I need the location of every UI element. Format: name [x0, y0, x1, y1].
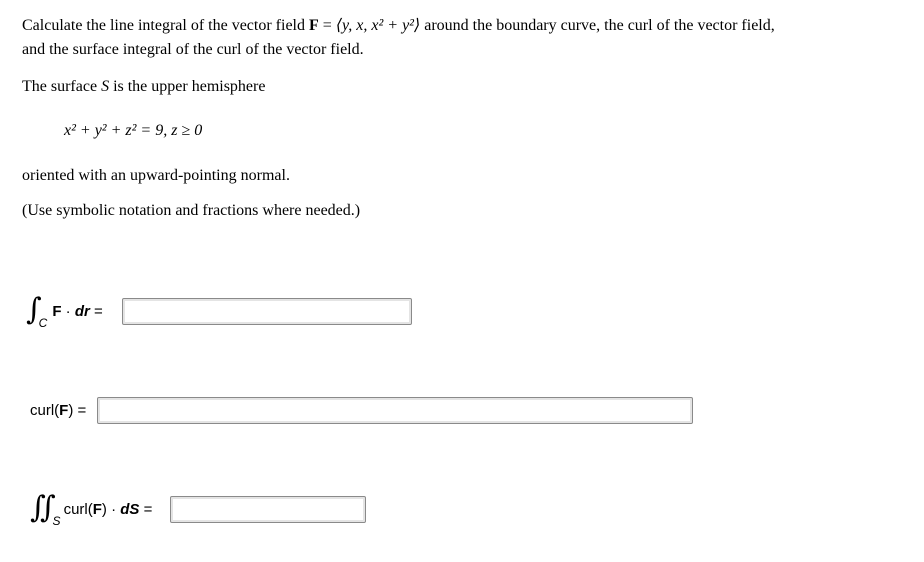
- line-integral-row: [26, 292, 412, 330]
- double-integral-sign: ∬: [30, 490, 56, 525]
- line-integral-label: F · dr =: [52, 302, 103, 320]
- hint-text: (Use symbolic notation and fractions where needed.): [22, 202, 361, 219]
- curl-row: [30, 397, 693, 424]
- field-symbol: F: [309, 17, 319, 34]
- surface-prefix: The surface: [22, 78, 98, 95]
- intro-line2: and the surface integral of the curl of the vector field.: [22, 41, 364, 58]
- integral-sign: ∫: [26, 292, 42, 327]
- intro-prefix: Calculate the line integral of the vector field: [22, 17, 305, 34]
- field-vector: ⟨y, x, x² + y²⟩: [335, 17, 421, 34]
- intro-suffix: around the boundary curve, the curl of the vector field,: [424, 17, 775, 34]
- surface-suffix: is the upper hemisphere: [113, 78, 266, 95]
- surface-integral-label: curl(F) · dS =: [63, 500, 153, 518]
- surface-integral-row: [30, 490, 366, 528]
- hemisphere-equation: x² + y² + z² = 9, z ≥ 0: [64, 122, 203, 139]
- field-eq: =: [318, 17, 336, 34]
- surface-description: [22, 78, 265, 96]
- surface-symbol: S: [101, 78, 110, 95]
- integral-subscript-s: S: [52, 514, 61, 528]
- orientation-text: oriented with an upward-pointing normal.: [22, 167, 290, 184]
- line-integral-input[interactable]: [122, 298, 412, 325]
- curl-input[interactable]: [97, 397, 693, 424]
- problem-statement-line1: [22, 15, 775, 35]
- integral-subscript-c: C: [38, 316, 48, 330]
- surface-integral-input[interactable]: [170, 496, 366, 523]
- curl-label: curl(F) =: [30, 402, 87, 419]
